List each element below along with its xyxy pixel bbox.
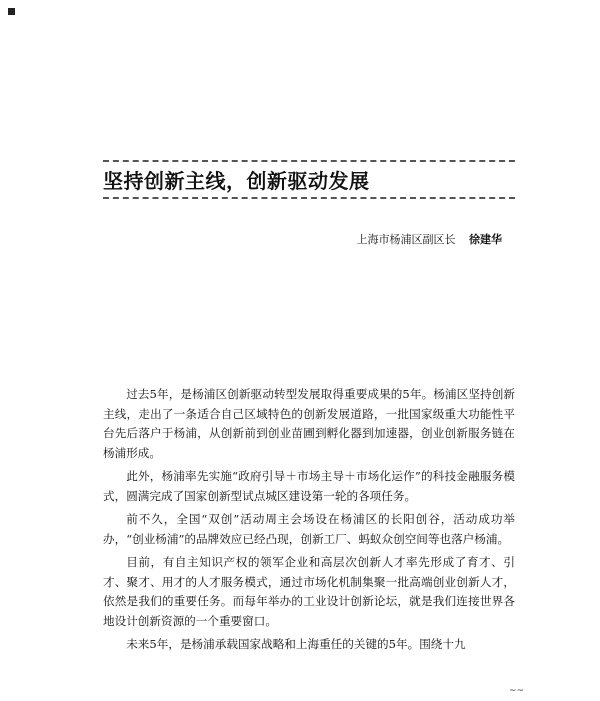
paragraph-5: 未来5年，是杨浦承载国家战略和上海重任的关键的5年。围绕十九 [126,637,466,651]
article-title: 坚持创新主线，创新驱动发展 [103,169,370,193]
byline-role: 上海市杨浦区副区长 [356,233,456,246]
paragraph-2: 此外，杨浦率先实施“政府引导＋市场主导＋市场化运作”的科技金融服务模式，圆满完成了国家创新型试点城区建设第一轮的各项任务。 [103,469,515,503]
byline-author: 徐建华 [469,233,502,246]
article-body [103,385,515,659]
scan-mark [8,8,15,15]
title-rule-bottom [103,197,515,199]
page-number: ~~ [509,686,525,696]
paragraph-3: 前不久，全国“双创”活动周主会场设在杨浦区的长阳创谷，活动成功举办，“创业杨浦”的品牌效应已经凸现，创新工厂、蚂蚁众创空间等也落户杨浦。 [103,512,515,546]
paragraph-1: 过去5年，是杨浦区创新驱动转型发展取得重要成果的5年。杨浦区坚持创新主线，走出了一条适合自己区域特色的创新发展道路，一批国家级重大功能性平台先后落户于杨浦，从创新前到创业苗圃到孵化器到加速器，创业创新服务链在杨浦形成。 [103,387,515,460]
byline [357,232,503,248]
paragraph-4: 目前，有自主知识产权的领军企业和高层次创新人才率先形成了育才、引才、聚才、用才的人才服务模式，通过市场化机制集聚一批高端创业创新人才，依然是我们的重要任务。而每年举办的工业设计创新论坛，就是我们连接世界各地设计创新资源的一个重要窗口。 [103,555,515,628]
title-rule-top [103,160,515,162]
